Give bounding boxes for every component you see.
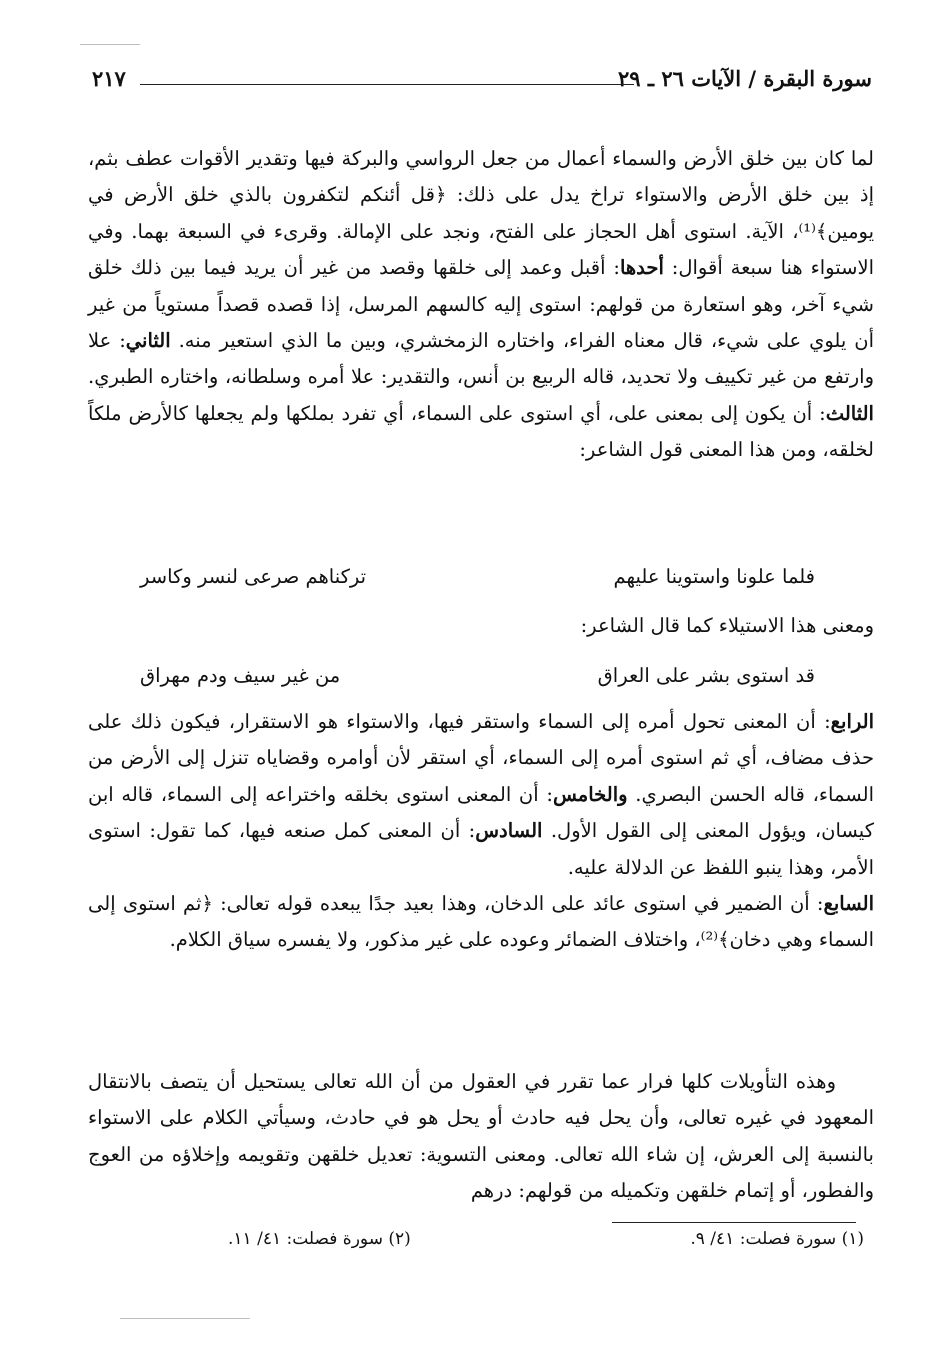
paragraph (88, 704, 874, 886)
poetry-verse (140, 664, 815, 700)
text-line: : علا وارتفع من غير تكييف ولا (88, 329, 874, 389)
opinion-label: الرابع (830, 710, 874, 733)
opinion-label: الثاني (125, 329, 171, 353)
main-text-middle (88, 704, 874, 959)
text-line: كالسهم المرسل، إذا قصده قصداً مستوياً من غير أن يلوي على شيء، قال معناه الفراء، (88, 292, 874, 353)
opinion-label: السابع (823, 892, 874, 916)
text-line: يكون إلى بمعنى على، أي استوى على السماء، أي تفرد بملكها ولم يجعلها كالأرض (128, 401, 786, 425)
verse-second-hemistich: تركناهم صرعى لنسر وكاسر (140, 565, 367, 588)
verse-first-hemistich: قد استوى بشر على العراق (597, 664, 815, 687)
text-line: : أقبل وعمد إلى خلقها (432, 256, 620, 280)
closing-paragraph: وهذه التأويلات كلها فرار عما تقرر في العقول من أن الله تعالى يستحيل أن يتصف بالانتقال المعهود في غيره تعالى، وأن يحل فيه حادث أو يحل هو في حادث، وسيأتي الكلام على الاستواء بالنسبة إلى العرش، إن شاء الله تعالى. ومعنى التسوية: تعديل خلقهن وتقويمه وإخلاؤه من العوج والفطور، أو إتمام خلقهن وتكميله من قولهم: درهم (88, 1070, 874, 1203)
text-line: : أن (792, 401, 826, 425)
opinion-text: : أن المعنى استوى بخلقه واختراعه إلى السماء، قاله ابن كيسان، ويؤول المعنى إلى القول الأول. (88, 782, 874, 843)
scan-smudge (120, 1318, 250, 1319)
page-number: ٢١٧ (92, 66, 126, 91)
poetry-verse (140, 565, 815, 601)
surah-title: سورة البقرة / الآيات ٢٦ ـ ٢٩ (617, 66, 872, 91)
opinion-label: والخامس (552, 782, 628, 806)
text-line: وقصد من غير أن يريد فيما بين ذلك خلق شيء آخر، وهو استعارة من قولهم: استوى إليه (88, 256, 874, 316)
opinion-label: الثالث (825, 401, 874, 425)
opinion-label: السادس (475, 819, 543, 843)
text-line: ملكاً لخلقه، ومن هذا المعنى قول الشاعر: (88, 401, 874, 462)
paragraph (88, 886, 874, 959)
text-line: لما كان بين خلق الأرض والسماء أعمال من جعل الرواسي والبركة فيها وتقدير الأقوات (180, 147, 874, 170)
verse-second-hemistich: من غير سيف ودم مهراق (140, 664, 341, 687)
opinion-text: : أن المعنى تحول أمره إلى السماء واستقر فيها، والاستواء هو الاستقرار، فيكون ذلك على حذف مضاف، أي ثم استوى أمره إلى السماء، أي استقر لأن أوامره وقضاياه تنزل إلى الأرض من السماء، قاله الحسن البصري. (88, 710, 874, 806)
scan-smudge (80, 44, 140, 45)
opinion-label: أحدها (619, 256, 664, 280)
footnote-1: (١) سورة فصلت: ٤١/ ٩. (690, 1229, 864, 1249)
text-line: وقرىء في السبعة بهما. وفي الاستواء هنا سبعة أقوال: (88, 219, 874, 280)
text-line: تحديد، قاله الربيع بن أنس، والتقدير: علا أمره وسلطانه، واختاره الطبري. (88, 365, 671, 389)
text-line: واختاره الزمخشري، وبين ما الذي استعير منه. (178, 329, 555, 353)
text-line: خلق الأرض في يومين﴾⁽¹⁾، الآية. استوى أهل الحجاز على الفتح، ونجد على الإمالة. (88, 183, 875, 243)
footnote-2: (٢) سورة فصلت: ٤١/ ١١. (228, 1229, 411, 1249)
paragraph (88, 141, 874, 469)
footnote-separator (612, 1222, 856, 1223)
verse-first-hemistich: فلما علونا واستوينا عليهم (613, 565, 815, 588)
main-text-bottom (88, 1064, 874, 1210)
verse-intro-line: ومعنى هذا الاستيلاء كما قال الشاعر: (580, 614, 874, 637)
opinion-text: : أن المعنى كمل صنعه فيها، كما تقول: استوى الأمر، وهذا ينبو اللفظ عن الدلالة عليه. (88, 819, 874, 879)
opinion-text: : أن الضمير في استوى عائد على الدخان، وهذا بعيد جدًا يبعده قوله تعالى: ﴿ثم استوى إلى السماء وهي دخان﴾⁽²⁾، واختلاف الضمائر وعوده على غير مذكور، ولا يفسره سياق الكلام. (88, 892, 874, 952)
running-header (92, 66, 872, 100)
text-line: عطف بثم، إذ بين خلق الأرض والاستواء تراخ يدل على ذلك: ﴿قل أئنكم لتكفرون بالذي (88, 147, 874, 207)
header-rule (140, 84, 634, 85)
main-text-top (88, 141, 874, 469)
